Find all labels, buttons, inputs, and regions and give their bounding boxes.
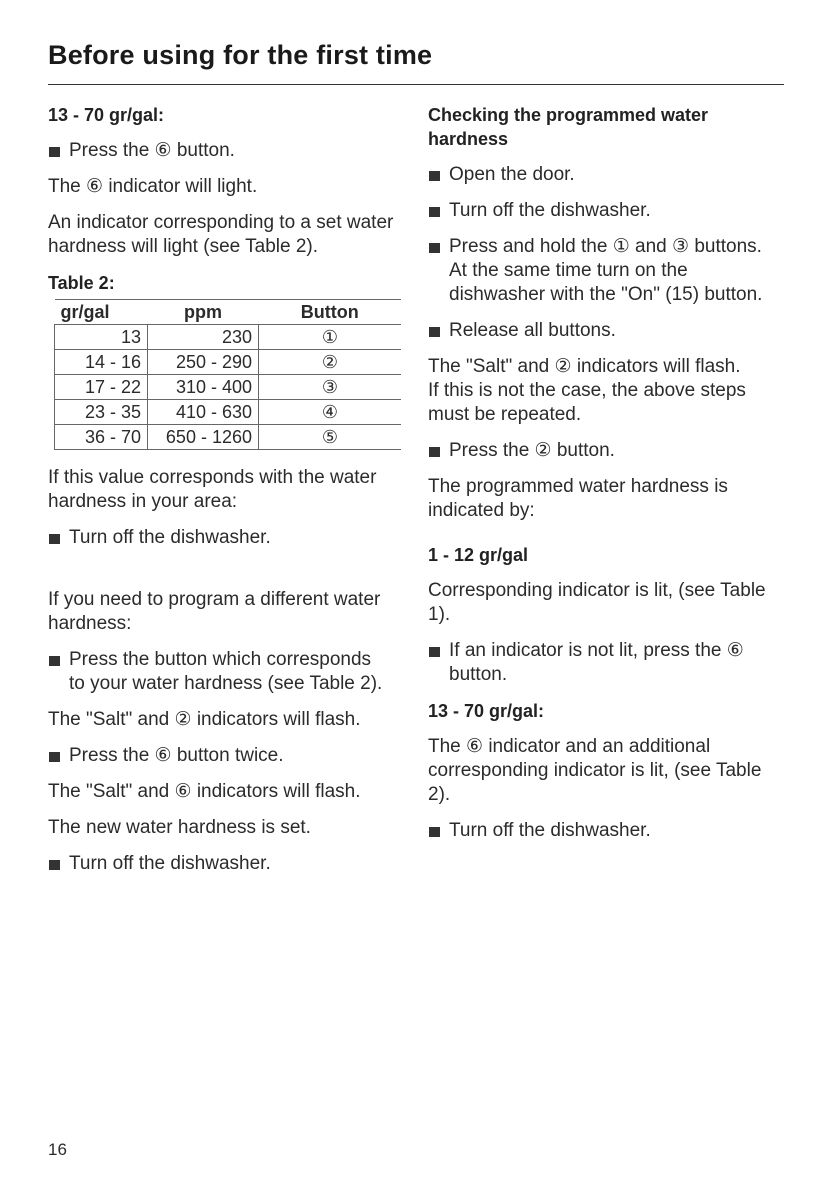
bullet-step: Release all buttons. [428, 319, 788, 343]
paragraph: The new water hardness is set. [48, 817, 311, 838]
bullet-step: Press the ⑥ button. [48, 139, 408, 163]
bullet-square-icon [429, 207, 440, 217]
left-column [48, 103, 408, 888]
bullet-square-icon [49, 656, 60, 666]
bullet-step: Turn off the dishwasher. [48, 526, 408, 550]
bullet-square-icon [49, 752, 60, 762]
title-divider [48, 84, 784, 85]
table-cell: ① [259, 325, 402, 350]
table-cell: 23 - 35 [55, 400, 148, 425]
paragraph: If this is not the case, the above steps must be repeated. [428, 380, 746, 425]
table-cell: 410 - 630 [148, 400, 259, 425]
paragraph: The "Salt" and ② indicators will flash. [48, 709, 361, 730]
bullet-square-icon [429, 171, 440, 181]
table-row [55, 375, 402, 400]
bullet-step: Turn off the dishwasher. [428, 199, 788, 223]
paragraph: If you need to program a different water hardness: [48, 589, 381, 634]
paragraph: Corresponding indicator is lit, (see Table 1). [428, 580, 766, 625]
paragraph: The ⑥ indicator and an additional corresponding indicator is lit, (see Table 2). [428, 736, 762, 805]
page-title: Before using for the first time [48, 40, 433, 70]
bullet-square-icon [429, 647, 440, 657]
bullet-square-icon [429, 827, 440, 837]
table-row [55, 400, 402, 425]
table-cell: 17 - 22 [55, 375, 148, 400]
table-cell: 230 [148, 325, 259, 350]
paragraph: The "Salt" and ② indicators will flash. [428, 356, 741, 377]
table-row [55, 425, 402, 450]
paragraph: If this value corresponds with the water hardness in your area: [48, 467, 377, 512]
table-cell: ⑤ [259, 425, 402, 450]
table-cell: 13 [55, 325, 148, 350]
section-heading-13-70: 13 - 70 gr/gal: [48, 105, 165, 125]
table-cell: 36 - 70 [55, 425, 148, 450]
table-cell: 14 - 16 [55, 350, 148, 375]
paragraph: The ⑥ indicator will light. [48, 176, 258, 197]
table-header-grgal: gr/gal [55, 300, 148, 325]
table-cell: 250 - 290 [148, 350, 259, 375]
water-hardness-table [54, 299, 401, 450]
table-cell: ④ [259, 400, 402, 425]
bullet-step: Turn off the dishwasher. [48, 852, 408, 876]
bullet-step: Turn off the dishwasher. [428, 819, 788, 843]
paragraph: The "Salt" and ⑥ indicators will flash. [48, 781, 361, 802]
table-header-button: Button [259, 300, 402, 325]
bullet-step: Press the ② button. [428, 439, 788, 463]
bullet-square-icon [429, 327, 440, 337]
paragraph: The programmed water hardness is indicated by: [428, 476, 728, 521]
section-heading-1-12: 1 - 12 gr/gal [428, 545, 529, 565]
bullet-step: Open the door. [428, 163, 788, 187]
table-cell: ② [259, 350, 402, 375]
bullet-step: Press the button which corresponds to your water hardness (see Table 2). [48, 648, 408, 696]
table-cell: 310 - 400 [148, 375, 259, 400]
table-cell: ③ [259, 375, 402, 400]
section-heading-checking: Checking the programmed water hardness [428, 105, 709, 149]
bullet-square-icon [49, 147, 60, 157]
page-number: 16 [48, 1140, 67, 1159]
table-header-ppm: ppm [148, 300, 259, 325]
bullet-step: Press the ⑥ button twice. [48, 744, 408, 768]
section-heading-13-70-right: 13 - 70 gr/gal: [428, 701, 545, 721]
bullet-step: Press and hold the ① and ③ buttons. At the same time turn on the dishwasher with the "On" (15) button. [428, 235, 788, 307]
table-row [55, 325, 402, 350]
table-header-row [55, 300, 402, 325]
bullet-square-icon [49, 534, 60, 544]
table-row [55, 350, 402, 375]
bullet-square-icon [49, 860, 60, 870]
table-cell: 650 - 1260 [148, 425, 259, 450]
right-column [428, 103, 788, 855]
paragraph: An indicator corresponding to a set water hardness will light (see Table 2). [48, 212, 394, 257]
bullet-square-icon [429, 447, 440, 457]
bullet-square-icon [429, 243, 440, 253]
table-title: Table 2: [48, 273, 115, 293]
bullet-step: If an indicator is not lit, press the ⑥ button. [428, 639, 788, 687]
